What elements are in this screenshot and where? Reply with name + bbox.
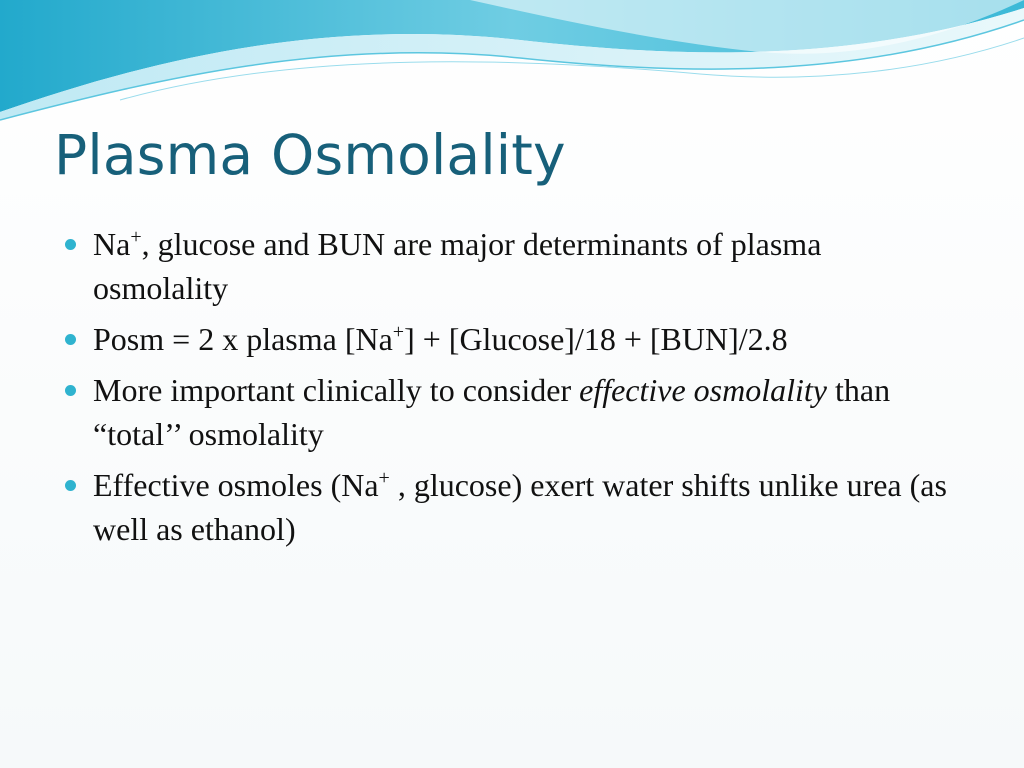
bullet-dot-icon bbox=[65, 480, 76, 491]
superscript: + bbox=[130, 226, 142, 248]
bullet-dot-icon bbox=[65, 239, 76, 250]
bullet-text: Effective osmoles (Na bbox=[93, 467, 379, 503]
wave-header-decoration bbox=[0, 0, 1024, 130]
bullet-item bbox=[62, 463, 962, 551]
bullet-text: , glucose and BUN are major determinants of plasma osmolality bbox=[93, 226, 822, 306]
bullet-item bbox=[62, 222, 962, 310]
bullet-item bbox=[62, 368, 962, 456]
bullet-dot-icon bbox=[65, 385, 76, 396]
bullet-list bbox=[62, 222, 962, 558]
bullet-text: , glucose) exert water shifts unlike urea (as well as ethanol) bbox=[93, 467, 947, 547]
emphasized-text: effective osmolality bbox=[579, 372, 827, 408]
bullet-text: More important clinically to consider bbox=[93, 372, 580, 408]
bullet-text: ] + [Glucose]/18 + [BUN]/2.8 bbox=[404, 321, 788, 357]
bullet-dot-icon bbox=[65, 334, 76, 345]
bullet-text: Na bbox=[93, 226, 131, 262]
bullet-text: Posm = 2 x plasma [Na bbox=[93, 321, 393, 357]
superscript: + bbox=[392, 321, 405, 343]
slide-title: Plasma Osmolality bbox=[54, 123, 566, 187]
bullet-item bbox=[62, 317, 962, 361]
bullet-text: than “total’’ osmolality bbox=[93, 372, 891, 452]
superscript: + bbox=[378, 467, 390, 489]
